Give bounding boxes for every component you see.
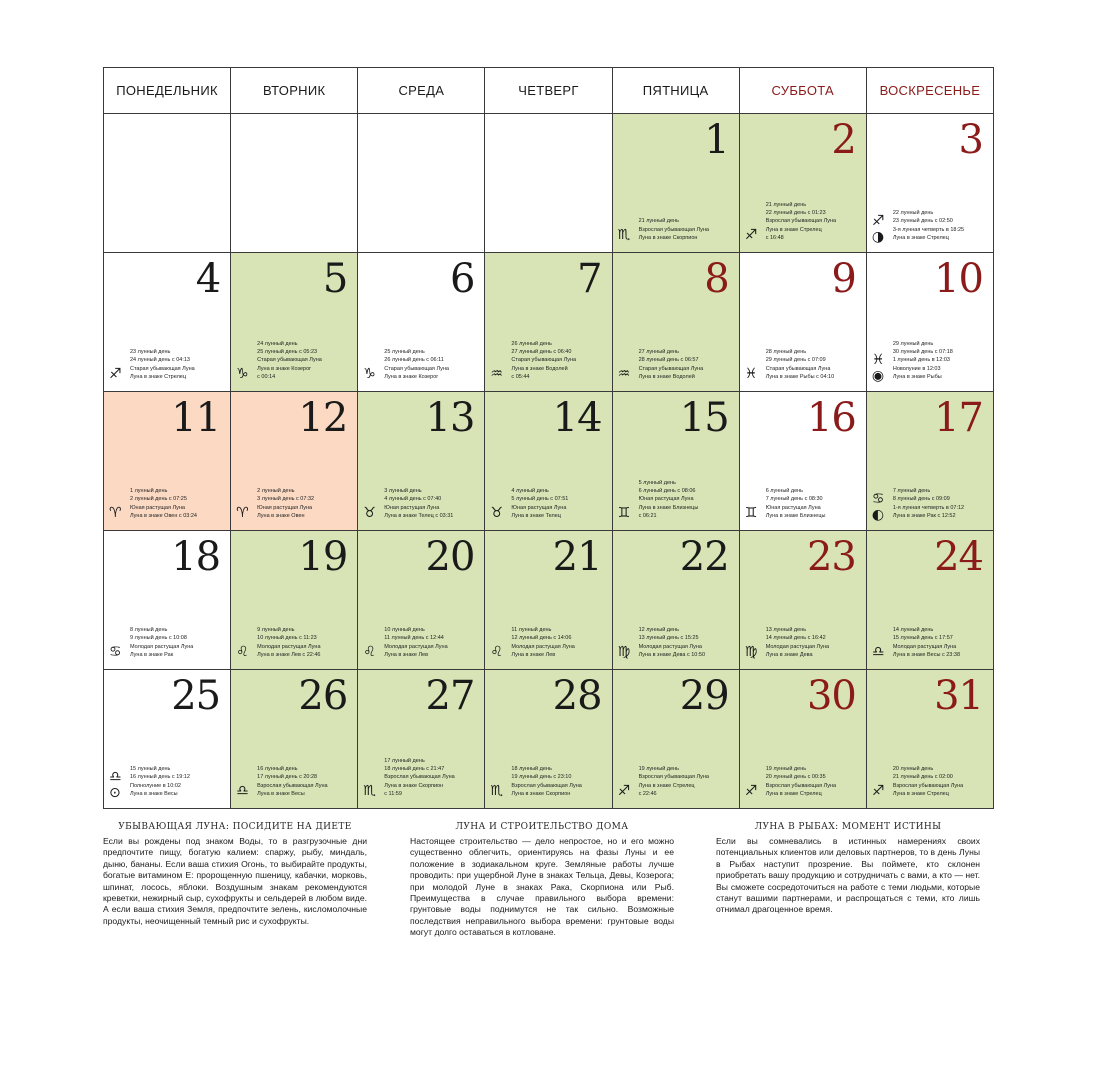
day-cell [739,531,866,670]
lunar-info-line: 22 лунный день с 01:23 [765,210,826,217]
lunar-info [893,626,993,659]
day-cell [739,114,866,253]
day-cell [358,670,485,809]
article-title: ЛУНА И СТРОИТЕЛЬСТВО ДОМА [455,822,629,832]
lunar-info-line: Луна в знаке Весы с 23:38 [892,651,961,658]
lunar-info [893,209,993,242]
lunar-info-line: Луна в знаке Телец с 03:31 [384,512,454,519]
lunar-info-line: 17 лунный день [384,757,425,764]
aries-icon: ♈ [109,505,122,521]
capricorn-icon: ♑ [236,366,249,382]
sagittarius-icon: ♐ [109,366,122,382]
lunar-info-line: с 00:14 [257,373,276,380]
lunar-info [639,765,739,798]
lunar-info-line: 18 лунный день с 21:47 [384,766,445,773]
lunar-info [766,348,866,381]
lunar-info-line: 15 лунный день с 17:57 [892,635,953,642]
lunar-info-line: 26 лунный день [511,340,552,347]
day-cell [231,531,358,670]
lunar-info [384,757,484,798]
lunar-info-line: Взрослая убывающая Луна [892,782,964,789]
lunar-info-line: Молодая растущая Луна [384,643,448,650]
lunar-info [893,765,993,798]
lunar-info-line: Молодая растущая Луна [638,643,702,650]
lunar-info [511,626,611,659]
pisces-icon: ♓ [744,366,758,382]
lunar-info-line: Луна в знаке Рак с 12:52 [892,512,956,519]
empty-day-cell [485,114,612,253]
day-cell [612,114,739,253]
day-cell [612,253,739,392]
lunar-info-line: 29 лунный день с 07:09 [765,357,826,364]
lunar-info-line: Луна в знаке Весы [257,790,305,797]
day-number: 26 [298,673,348,719]
lunar-info-line: 28 лунный день с 06:57 [638,357,699,364]
article-text: Если вы сомневались в истинных намерениях своих потенциальных клиентов или деловых партнеров, то в день Луны в Рыбах наступит прозрение. Вы поймете, кто склонен приобретать вашу продукцию и сотрудничать с вами, а кто — нет. Вы сможете сосредоточиться на работе с теми людьми, которые станут вашими партнерами, и распрощаться с теми, кто лишь отнимал драгоценное время. [716,836,980,915]
scorpio-icon: ♏ [363,783,376,799]
article-moon-house-building [410,822,674,939]
lunar-info-line: 3 лунный день [384,488,422,495]
lunar-info [766,626,866,659]
day-number: 16 [806,395,856,441]
day-number: 20 [425,534,475,580]
lunar-info [893,340,993,381]
lunar-info-line: 11 лунный день [511,627,552,634]
lunar-info-line: 20 лунный день [892,766,934,773]
lunar-info-line: 20 лунный день с 00:35 [765,774,826,781]
lunar-info-line: Взрослая убывающая Луна [765,782,837,789]
article-waning-moon-diet [103,822,367,927]
day-cell [612,531,739,670]
week-row [104,114,994,253]
lunar-info-line: 21 лунный день с 02:00 [892,774,953,781]
day-cell [358,531,485,670]
week-row [104,253,994,392]
lunar-info-line: Юная растущая Луна [130,504,185,511]
day-cell [485,253,612,392]
lunar-info [384,487,484,520]
cancer-icon: ♋ [871,491,885,507]
lunar-info-line: Молодая растущая Луна [511,643,575,650]
lunar-info-line: 11 лунный день с 12:44 [384,635,444,642]
weekday-header: ПОНЕДЕЛЬНИК [104,68,231,114]
sagittarius-icon: ♐ [744,783,758,799]
lunar-info-line: 19 лунный день с 23:10 [511,774,572,781]
day-number: 30 [806,673,856,719]
lunar-info-line: Юная растущая Луна [257,504,313,511]
lunar-info-line: Полнолуние в 10:02 [130,782,181,789]
sagittarius-icon: ♐ [871,783,885,799]
weekday-header: СРЕДА [358,68,485,114]
lunar-info-line: Старая убывающая Луна [257,357,322,364]
lunar-info-line: Луна в знаке Лев [511,651,556,658]
lunar-info [257,340,357,381]
lunar-info-line: Луна в знаке Близнецы [765,512,826,519]
leo-icon: ♌ [236,644,249,660]
day-cell [739,670,866,809]
lunar-info-line: 2 лунный день [257,488,295,495]
lunar-info-line: Взрослая убывающая Луна [638,226,709,233]
calendar-body [104,114,994,809]
lunar-info-line: Молодая растущая Луна [130,643,194,650]
day-cell [104,253,231,392]
lunar-info-line: Юная растущая Луна [765,504,821,511]
lunar-info [130,348,230,381]
day-number: 13 [425,395,475,441]
lunar-info-line: 1 лунный день в 12:03 [892,357,950,364]
day-number: 15 [679,395,729,441]
day-number: 12 [298,395,348,441]
lunar-info-line: Юная растущая Луна [638,496,694,503]
lunar-info-line: 16 лунный день с 19:12 [130,774,190,781]
day-cell [739,253,866,392]
lunar-info-line: Луна в знаке Скорпион [511,790,571,797]
day-number: 27 [425,673,475,719]
virgo-icon: ♍ [617,644,631,660]
day-cell [866,531,993,670]
gemini-icon: ♊ [617,505,631,521]
day-cell [485,670,612,809]
lunar-info-line: Луна в знаке Стрелец [892,790,949,797]
sagittarius-icon: ♐ [744,227,758,243]
day-cell [104,392,231,531]
lunar-info-line: 3 лунный день с 07:32 [257,496,315,503]
lunar-info-line: 5 лунный день с 07:51 [511,496,569,503]
day-cell [231,670,358,809]
lunar-info-line: Старая убывающая Луна [130,365,195,372]
pisces-icon: ♓ [871,352,885,368]
day-number: 18 [171,534,221,580]
lunar-info-line: 7 лунный день с 08:30 [765,496,823,503]
day-number: 5 [322,256,348,302]
sagittarius-icon: ♐ [871,213,885,229]
day-cell [231,253,358,392]
lunar-info-line: Взрослая убывающая Луна [638,774,709,781]
lunar-info-line: 30 лунный день с 07:18 [892,349,953,356]
lunar-info-line: Луна в знаке Водолей [511,365,568,372]
weekday-header: ВТОРНИК [231,68,358,114]
gemini-icon: ♊ [744,505,758,521]
lunar-info-line: 12 лунный день с 14:06 [511,635,572,642]
day-cell [358,392,485,531]
lunar-info-line: 27 лунный день с 06:40 [511,349,572,356]
day-number: 23 [806,534,856,580]
lunar-info-line: Новолуние в 12:03 [892,365,941,372]
lunar-info [257,626,357,659]
day-number: 14 [552,395,602,441]
sagittarius-icon: ♐ [617,783,631,799]
lunar-info-line: Старая убывающая Луна [638,365,704,372]
lunar-info-line: Луна в знаке Рыбы с 04:10 [765,373,835,380]
lunar-info-line: 9 лунный день [257,627,295,634]
day-number: 4 [195,256,221,302]
lunar-info-line: Старая убывающая Луна [765,365,831,372]
scorpio-icon: ♏ [490,783,503,799]
lunar-info-line: 14 лунный день [892,627,934,634]
weekday-header: ЧЕТВЕРГ [485,68,612,114]
lunar-info-line: Взрослая убывающая Луна [384,774,455,781]
lunar-info-line: 10 лунный день [384,627,425,634]
lunar-info-line: Луна в знаке Лев [384,651,429,658]
article-text: Настоящее строительство — дело непростое, но и его можно существенно облегчить, ориентируясь на фазы Луны и ее положение в зодиакальном круге. Земляные работы лучше проводить: при ущербной Луне в знаках Тельца, Девы, Козерога; при молодой Луне в знаках Рака, Скорпиона или Рыб. Преимущества в случае правильного выбора времени: грунтовые воды поднимутся не так сильно. Возможные последствия неправильного выбора времени: грунтовые воды могут долго оставаться в котловане. [410,836,674,938]
lunar-info-line: 8 лунный день с 09:09 [892,496,950,503]
lunar-info-line: 14 лунный день с 16:42 [765,635,826,642]
lunar-info [893,487,993,520]
lunar-info [639,479,739,520]
day-number: 19 [298,534,348,580]
lunar-info-line: 13 лунный день с 15:25 [638,635,699,642]
lunar-info-line: 27 лунный день [638,349,679,356]
lunar-info-line: Молодая растущая Луна [765,643,830,650]
lunar-info-line: Юная растущая Луна [511,504,567,511]
last-quarter-icon: ◑ [871,229,885,245]
lunar-info [130,626,230,659]
day-number: 17 [934,395,983,441]
day-number: 6 [449,256,475,302]
lunar-info-line: с 11:59 [384,790,402,797]
day-cell [612,392,739,531]
libra-icon: ♎ [871,644,885,660]
lunar-info-line: 9 лунный день с 10:08 [130,635,187,642]
lunar-info-line: 21 лунный день [638,218,679,225]
lunar-info [130,765,230,798]
day-cell [485,531,612,670]
article-title: ЛУНА В РЫБАХ: МОМЕНТ ИСТИНЫ [754,822,942,832]
lunar-info-line: Взрослая убывающая Луна [511,782,582,789]
lunar-info-line: 2 лунный день с 07:25 [130,496,187,503]
new-moon-icon: ◉ [871,368,885,384]
lunar-info-line: Луна в знаке Рыбы [892,373,942,380]
lunar-info-line: Луна в знаке Стрелец [638,782,695,789]
lunar-info-line: 13 лунный день [765,627,807,634]
day-cell [612,670,739,809]
lunar-info-line: 23 лунный день [130,349,171,356]
lunar-info-line: 29 лунный день [892,340,934,347]
lunar-info-line: Луна в знаке Дева [765,651,813,658]
day-cell [231,392,358,531]
lunar-info-line: 24 лунный день [257,340,298,347]
day-number: 3 [958,117,983,163]
lunar-info-line: 22 лунный день [892,210,934,217]
lunar-info-line: Луна в знаке Рак [130,651,174,658]
day-number: 29 [679,673,729,719]
lunar-info-line: 25 лунный день [384,349,425,356]
week-row [104,531,994,670]
day-number: 25 [171,673,221,719]
day-number: 1 [704,117,729,163]
lunar-info-line: Старая убывающая Луна [511,357,577,364]
week-row [104,670,994,809]
day-number: 31 [934,673,983,719]
day-number: 24 [934,534,983,580]
lunar-info-line: 7 лунный день [892,488,931,495]
lunar-info-line: 24 лунный день с 04:13 [130,357,190,364]
lunar-info [639,626,739,659]
lunar-info-line: Взрослая убывающая Луна [765,218,837,225]
lunar-info-line: Луна в знаке Стрелец [765,226,822,233]
day-number: 10 [934,256,983,302]
lunar-info [766,487,866,520]
leo-icon: ♌ [363,644,376,660]
lunar-info-line: 23 лунный день с 02:50 [892,218,953,225]
lunar-info-line: 19 лунный день [765,766,807,773]
day-number: 7 [577,256,602,302]
lunar-info [511,765,611,798]
virgo-icon: ♍ [744,644,758,660]
day-cell [866,253,993,392]
lunar-info [257,765,357,798]
lunar-info-line: 16 лунный день [257,766,298,773]
libra-icon: ♎ [109,769,122,785]
lunar-info-line: 1 лунный день [130,488,168,495]
aquarius-icon: ♒ [617,366,631,382]
lunar-info-line: Луна в знаке Скорпион [384,782,444,789]
day-number: 2 [831,117,856,163]
libra-icon: ♎ [236,783,249,799]
day-cell [739,392,866,531]
lunar-info-line: Луна в знаке Стрелец [892,234,949,241]
lunar-info-line: 21 лунный день [765,201,807,208]
lunar-info-line: 5 лунный день [638,479,676,486]
lunar-info-line: Молодая растущая Луна [257,643,321,650]
lunar-info-line: Старая убывающая Луна [384,365,449,372]
lunar-info-line: Луна в знаке Весы [130,790,178,797]
lunar-info-line: 4 лунный день [511,488,549,495]
empty-day-cell [358,114,485,253]
first-quarter-icon: ◐ [871,507,885,523]
lunar-info-line: 4 лунный день с 07:40 [384,496,442,503]
lunar-info-line: с 22:46 [638,790,657,797]
day-number: 11 [171,395,221,441]
day-cell [866,670,993,809]
lunar-info [384,626,484,659]
lunar-info-line: Луна в знаке Телец [511,512,561,519]
day-cell [866,114,993,253]
lunar-info [639,348,739,381]
lunar-info-line: Луна в знаке Овен [257,512,305,519]
lunar-info [384,348,484,381]
lunar-info-line: 10 лунный день с 11:23 [257,635,317,642]
lunar-info-line: Луна в знаке Дева с 10:50 [638,651,706,658]
lunar-info-line: 18 лунный день [511,766,552,773]
day-cell [866,392,993,531]
day-cell [104,670,231,809]
lunar-info-line: Луна в знаке Близнецы [638,504,699,511]
empty-day-cell [231,114,358,253]
lunar-info-line: Взрослая убывающая Луна [257,782,328,789]
lunar-info-line: 15 лунный день [130,766,171,773]
lunar-info-line: Луна в знаке Скорпион [638,234,698,241]
article-moon-in-pisces [716,822,980,916]
lunar-info [257,487,357,520]
lunar-info-line: 12 лунный день [638,627,679,634]
lunar-info-line: 3-я лунная четверть в 18:25 [892,226,965,233]
lunar-info-line: Луна в знаке Лев с 22:46 [257,651,321,658]
full-moon-icon: ⊙ [109,785,121,801]
lunar-info-line: с 06:21 [638,512,657,519]
lunar-info-line: с 05:44 [511,373,530,380]
day-number: 22 [679,534,729,580]
lunar-info-line: Луна в знаке Стрелец [765,790,822,797]
empty-day-cell [104,114,231,253]
lunar-info-line: 6 лунный день с 08:06 [638,488,696,495]
lunar-info-line: Луна в знаке Водолей [638,373,695,380]
article-title: УБЫВАЮЩАЯ ЛУНА: ПОСИДИТЕ НА ДИЕТЕ [118,822,352,832]
day-number: 9 [831,256,856,302]
lunar-info-line: 1-я лунная четверть в 07:12 [892,504,965,511]
lunar-info-line: 8 лунный день [130,627,168,634]
lunar-info [766,201,866,242]
lunar-info-line: с 16:48 [765,234,784,241]
lunar-info [511,487,611,520]
day-cell [485,392,612,531]
lunar-calendar-grid [103,67,994,809]
lunar-info [639,217,739,242]
lunar-info-line: 26 лунный день с 06:11 [384,357,444,364]
scorpio-icon: ♏ [617,227,631,243]
day-number: 8 [704,256,729,302]
lunar-info-line: 17 лунный день с 20:28 [257,774,318,781]
aquarius-icon: ♒ [490,366,503,382]
capricorn-icon: ♑ [363,366,376,382]
lunar-info [130,487,230,520]
day-cell [358,253,485,392]
weekday-header-row [104,68,994,114]
leo-icon: ♌ [490,644,503,660]
article-text: Если вы рождены под знаком Воды, то в разгрузочные дни предпочтите пищу, богатую калием: спаржу, рыбу, миндаль, дыню, бананы. Если ваша стихия Огонь, то выбирайте продукты, богатые витамином Е: пророщенную пшеницу, кабачки, морковь, шпинат, лосось, яблоки. Воздушным знакам рекомендуются креветки, нежирный сыр, сухофрукты и сельдерей в любом виде. А если ваша стихия Земля, предпочтите зелень, кисломолочные продукты, неочищенный темный рис и сухофрукты. [103,836,367,926]
lunar-info-line: Луна в знаке Козерог [257,365,312,372]
lunar-info-line: 6 лунный день [765,488,804,495]
cancer-icon: ♋ [109,644,122,660]
lunar-info-line: 25 лунный день с 05:23 [257,349,318,356]
lunar-info-line: Луна в знаке Козерог [384,373,439,380]
weekday-header: ВОСКРЕСЕНЬЕ [866,68,993,114]
lunar-info-line: Луна в знаке Овен с 03:24 [130,512,197,519]
weekday-header: ПЯТНИЦА [612,68,739,114]
lunar-info [511,340,611,381]
day-number: 21 [552,534,602,580]
week-row [104,392,994,531]
taurus-icon: ♉ [490,505,503,521]
day-number: 28 [552,673,602,719]
lunar-info-line: 19 лунный день [638,766,679,773]
lunar-info-line: Молодая растущая Луна [892,643,957,650]
lunar-info [766,765,866,798]
taurus-icon: ♉ [363,505,376,521]
aries-icon: ♈ [236,505,249,521]
lunar-info-line: Юная растущая Луна [384,504,440,511]
weekday-header: СУББОТА [739,68,866,114]
day-cell [104,531,231,670]
lunar-info-line: 28 лунный день [765,349,807,356]
lunar-info-line: Луна в знаке Стрелец [130,373,187,380]
